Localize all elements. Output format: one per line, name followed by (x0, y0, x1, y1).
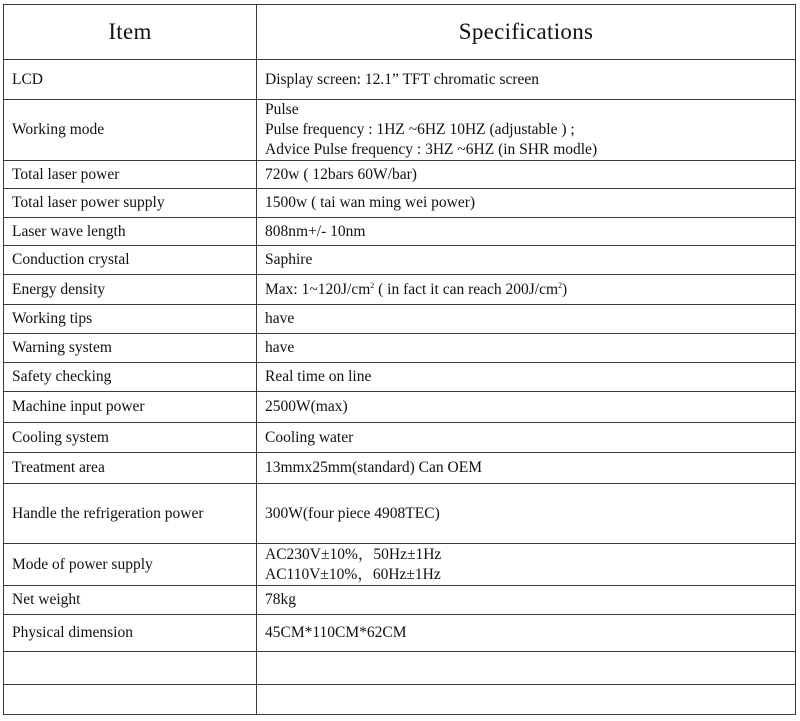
spec-text: Max: 1~120J/cm (265, 280, 371, 298)
table-row (4, 161, 796, 189)
row-item-label: Treatment area (4, 453, 257, 484)
table-row (4, 484, 796, 544)
row-item-label: Warning system (4, 334, 257, 363)
row-spec-value: have (257, 305, 796, 334)
row-item-label: LCD (4, 60, 257, 100)
row-item-label: Laser wave length (4, 218, 257, 246)
row-item-label: Conduction crystal (4, 246, 257, 275)
row-item-label: Physical dimension (4, 615, 257, 652)
table-row (4, 60, 796, 100)
row-spec-value: Saphire (257, 246, 796, 275)
spec-line: Pulse (265, 101, 299, 118)
specification-table (3, 4, 796, 715)
row-spec-value: 78kg (257, 586, 796, 615)
table-row (4, 615, 796, 652)
row-item-label: Net weight (4, 586, 257, 615)
table-row (4, 453, 796, 484)
row-spec-value: 13mmx25mm(standard) Can OEM (257, 453, 796, 484)
table-row (4, 189, 796, 218)
row-spec-value: 300W(four piece 4908TEC) (257, 484, 796, 544)
row-spec-value: 1500w ( tai wan ming wei power) (257, 189, 796, 218)
row-spec-value (257, 544, 796, 586)
table-row-empty (4, 652, 796, 685)
row-item-label: Energy density (4, 275, 257, 305)
header-item: Item (4, 5, 257, 60)
table-row (4, 100, 796, 161)
row-spec-value: 45CM*110CM*62CM (257, 615, 796, 652)
table-row (4, 392, 796, 423)
superscript: 2 (370, 280, 375, 290)
row-item-label: Handle the refrigeration power (4, 484, 257, 544)
table-row (4, 423, 796, 453)
spec-line: AC230V±10%，50Hz±1Hz (265, 545, 442, 563)
table-header-row (4, 5, 796, 60)
table-row (4, 334, 796, 363)
row-item-label: Mode of power supply (4, 544, 257, 586)
row-spec-value (257, 685, 796, 715)
row-spec-value: Real time on line (257, 363, 796, 392)
row-item-label (4, 685, 257, 715)
row-item-label: Machine input power (4, 392, 257, 423)
row-spec-value (257, 652, 796, 685)
table-row (4, 218, 796, 246)
table-row-empty (4, 685, 796, 715)
row-spec-value: Display screen: 12.1” TFT chromatic screen (257, 60, 796, 100)
row-item-label: Total laser power supply (4, 189, 257, 218)
spec-line: Pulse frequency : 1HZ ~6HZ 10HZ (adjustable ) ; (265, 121, 575, 138)
row-spec-value: 808nm+/- 10nm (257, 218, 796, 246)
table-row (4, 586, 796, 615)
row-spec-value: have (257, 334, 796, 363)
row-spec-value (257, 100, 796, 161)
table-row (4, 305, 796, 334)
row-spec-value (257, 275, 796, 305)
superscript: 2 (558, 280, 563, 290)
spec-line: Advice Pulse frequency : 3HZ ~6HZ (in SHR modle) (265, 141, 598, 158)
table-row (4, 544, 796, 586)
row-item-label: Safety checking (4, 363, 257, 392)
row-item-label: Total laser power (4, 161, 257, 189)
header-specifications: Specifications (257, 5, 796, 60)
row-item-label: Working mode (4, 100, 257, 161)
table-row (4, 246, 796, 275)
row-spec-value: 2500W(max) (257, 392, 796, 423)
spec-text: ) (562, 280, 568, 298)
table-row (4, 275, 796, 305)
row-spec-value: Cooling water (257, 423, 796, 453)
row-item-label (4, 652, 257, 685)
row-item-label: Working tips (4, 305, 257, 334)
table-row (4, 363, 796, 392)
row-item-label: Cooling system (4, 423, 257, 453)
row-spec-value: 720w ( 12bars 60W/bar) (257, 161, 796, 189)
spec-line: AC110V±10%，60Hz±1Hz (265, 565, 441, 583)
spec-text: ( in fact it can reach 200J/cm (374, 280, 559, 298)
